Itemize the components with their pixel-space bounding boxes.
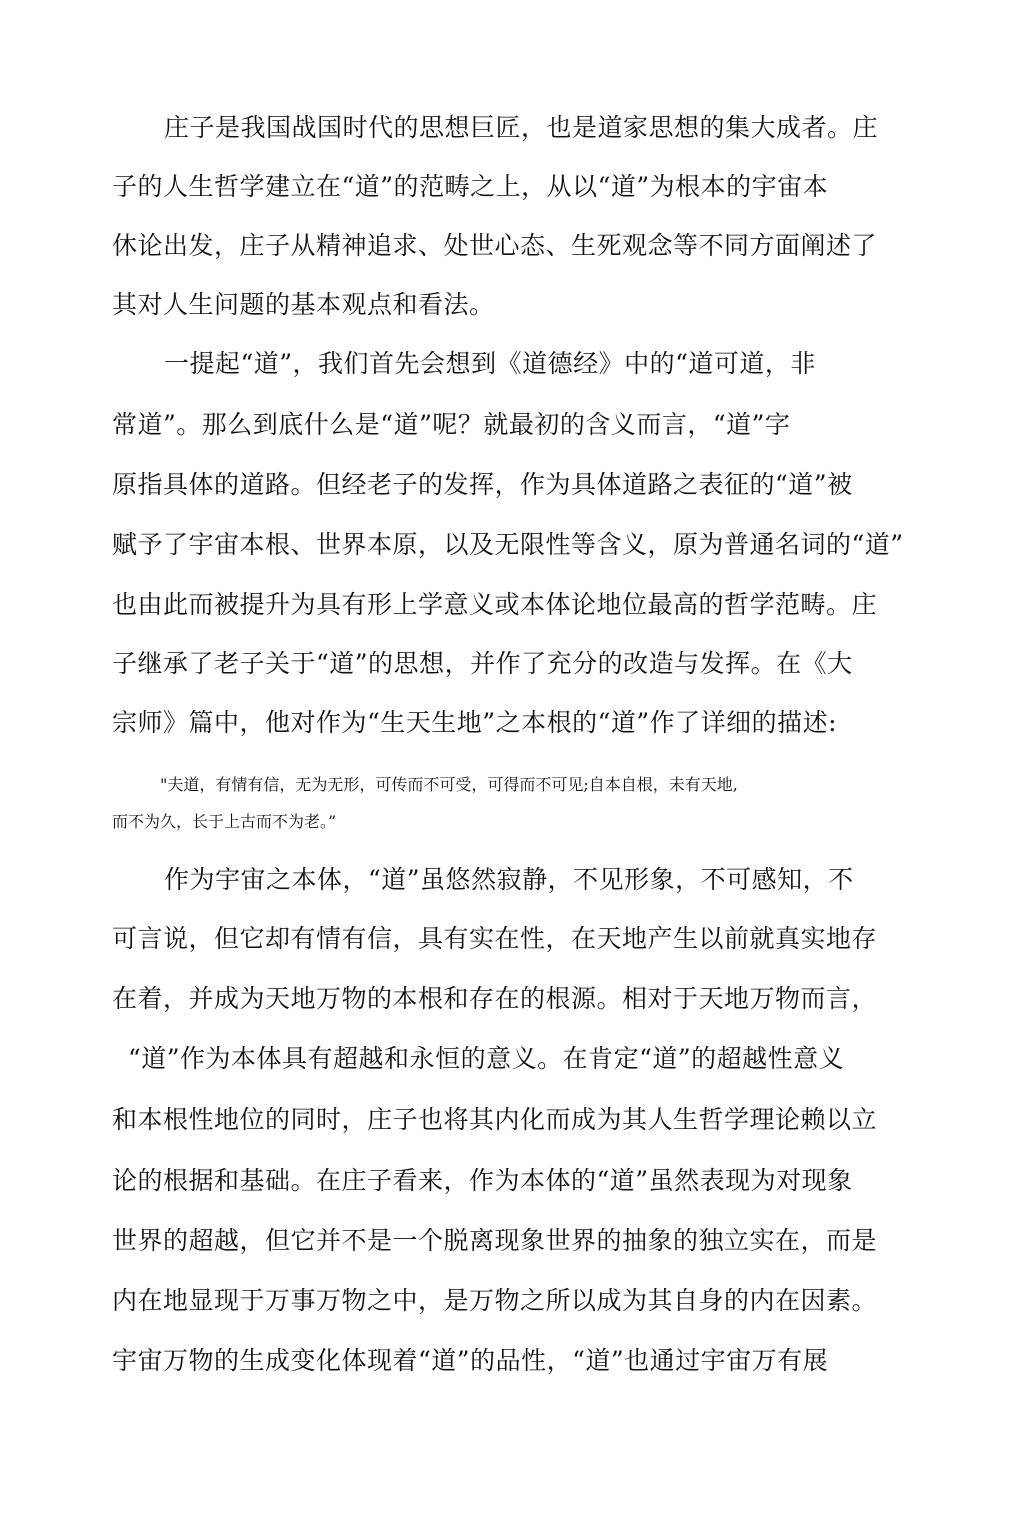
paragraph-3-line-8: 内在地显现于万事万物之中，是万物之所以成为其自身的内在因素。 bbox=[112, 1286, 878, 1315]
paragraph-2-line-3: 原指具体的道路。但经老子的发挥，作为具体道路之表征的“道”被 bbox=[112, 470, 853, 499]
paragraph-3-line-7: 世界的超越，但它并不是一个脱离现象世界的抽象的独立实在，而是 bbox=[112, 1226, 878, 1255]
paragraph-2-line-4: 赋予了宇宙本根、世界本原，以及无限性等含义，原为普通名词的“道” bbox=[112, 530, 904, 559]
quote-line-1: "夫道，有情有信，无为无形，可传而不可受，可得而不可见;自本自根，未有天地, bbox=[160, 775, 738, 794]
paragraph-3-line-4: “道”作为本体具有超越和永恒的意义。在肯定“道”的超越性意义 bbox=[128, 1044, 845, 1073]
paragraph-2-line-2: 常道”。那么到底什么是“道”呢？就最初的含义而言，“道”字 bbox=[112, 410, 791, 439]
paragraph-3-line-2: 可言说，但它却有情有信，具有实在性，在天地产生以前就真实地存 bbox=[112, 924, 878, 953]
paragraph-2-line-1: 一提起“道”，我们首先会想到《道德经》中的“道可道，非 bbox=[164, 349, 816, 378]
paragraph-3-line-9: 宇宙万物的生成变化体现着“道”的品性，“道”也通过宇宙万有展 bbox=[112, 1346, 829, 1375]
paragraph-3-line-3: 在着，并成为天地万物的本根和存在的根源。相对于天地万物而言， bbox=[112, 984, 878, 1013]
paragraph-2-line-5: 也由此而被提升为具有形上学意义或本体论地位最高的哲学范畴。庄 bbox=[112, 590, 878, 619]
paragraph-1-line-3: 休论出发，庄子从精神追求、处世心态、生死观念等不同方面阐述了 bbox=[112, 231, 878, 260]
paragraph-3-line-1: 作为宇宙之本体，“道”虽悠然寂静，不见形象，不可感知，不 bbox=[164, 865, 854, 894]
paragraph-1-line-4: 其对人生问题的基本观点和看法。 bbox=[112, 290, 495, 319]
paragraph-1-line-2: 子的人生哲学建立在“道”的范畴之上，从以“道”为根本的宇宙本 bbox=[112, 172, 829, 201]
paragraph-1-line-1: 庄子是我国战国时代的思想巨匠，也是道家思想的集大成者。庄 bbox=[164, 113, 879, 142]
quote-line-2: 而不为久，长于上古而不为老。” bbox=[112, 812, 337, 831]
paragraph-3-line-5: 和本根性地位的同时，庄子也将其内化而成为其人生哲学理论赖以立 bbox=[112, 1105, 878, 1134]
paragraph-2-line-7: 宗师》篇中，他对作为“生天生地”之本根的“道”作了详细的描述: bbox=[112, 708, 838, 737]
paragraph-2-line-6: 子继承了老子关于“道”的思想，并作了充分的改造与发挥。在《大 bbox=[112, 649, 853, 678]
paragraph-3-line-6: 论的根据和基础。在庄子看来，作为本体的“道”虽然表现为对现象 bbox=[112, 1166, 853, 1195]
